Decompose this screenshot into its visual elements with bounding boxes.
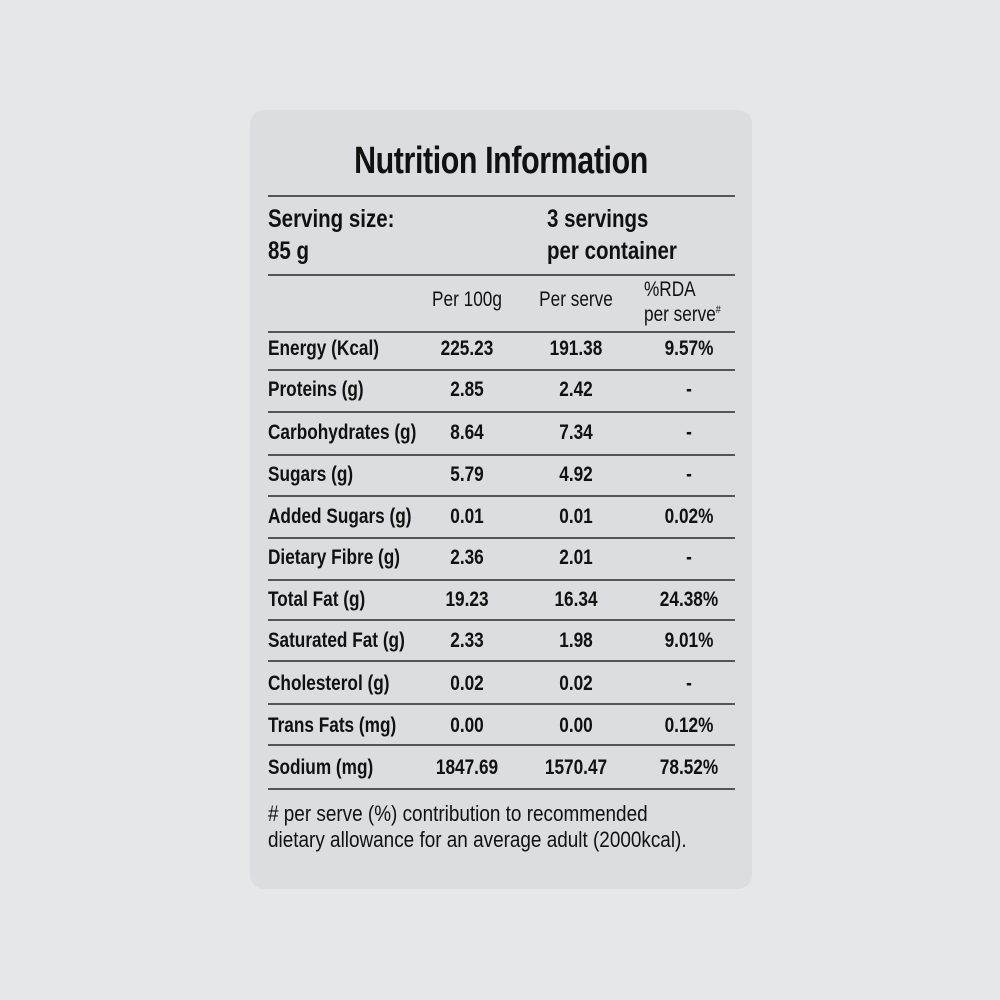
nutrient-name: Sugars (g) <box>268 463 354 486</box>
nutrient-name: Total Fat (g) <box>268 588 366 611</box>
nutrition-label <box>250 110 752 889</box>
value-rda: 78.52% <box>659 756 719 779</box>
divider <box>268 411 735 413</box>
nutrient-name: Proteins (g) <box>268 378 364 401</box>
value-per-100g: 1847.69 <box>435 756 499 779</box>
value-per-serve: 1570.47 <box>544 756 608 779</box>
label-title: Nutrition Information <box>354 140 648 182</box>
servings-per-container-line1: 3 servings <box>547 205 649 233</box>
divider <box>268 744 735 746</box>
value-per-serve: 0.02 <box>559 672 593 695</box>
value-per-serve: 7.34 <box>559 421 593 444</box>
servings-per-container-line2: per container <box>547 237 677 265</box>
value-per-serve: 0.00 <box>559 714 593 737</box>
footnote-line2: dietary allowance for an average adult (2000kcal). <box>268 827 687 852</box>
column-header-per-100g: Per 100g <box>432 288 502 311</box>
nutrient-name: Cholesterol (g) <box>268 672 390 695</box>
value-per-100g: 225.23 <box>440 337 494 360</box>
divider <box>268 331 735 333</box>
value-per-100g: 2.33 <box>450 629 484 652</box>
value-per-100g: 2.85 <box>450 378 484 401</box>
nutrient-name: Saturated Fat (g) <box>268 629 405 652</box>
value-per-100g: 19.23 <box>445 588 489 611</box>
value-rda: 0.12% <box>664 714 714 737</box>
divider <box>268 660 735 662</box>
value-per-serve: 0.01 <box>559 505 593 528</box>
divider <box>268 703 735 705</box>
value-per-serve: 191.38 <box>549 337 603 360</box>
rda-line2: per serve <box>644 303 716 326</box>
column-header-rda <box>644 280 721 325</box>
value-per-serve: 16.34 <box>554 588 598 611</box>
value-rda: - <box>686 672 692 695</box>
serving-size-value: 85 g <box>268 237 310 265</box>
value-per-100g: 5.79 <box>450 463 484 486</box>
rda-line1: %RDA <box>644 278 696 301</box>
divider <box>268 579 735 581</box>
divider <box>268 195 735 197</box>
serving-size-label: Serving size: <box>268 205 395 233</box>
divider <box>268 274 735 276</box>
value-per-serve: 2.01 <box>559 546 593 569</box>
value-rda: 0.02% <box>664 505 714 528</box>
nutrient-name: Carbohydrates (g) <box>268 421 417 444</box>
value-rda: - <box>686 378 692 401</box>
value-per-100g: 0.01 <box>450 505 484 528</box>
value-per-100g: 0.00 <box>450 714 484 737</box>
divider <box>268 537 735 539</box>
nutrient-name: Energy (Kcal) <box>268 337 380 360</box>
value-per-100g: 0.02 <box>450 672 484 695</box>
value-rda: 9.57% <box>664 337 714 360</box>
value-per-100g: 8.64 <box>450 421 484 444</box>
value-per-100g: 2.36 <box>450 546 484 569</box>
nutrient-name: Sodium (mg) <box>268 756 374 779</box>
value-rda: 24.38% <box>659 588 719 611</box>
value-rda: 9.01% <box>664 629 714 652</box>
value-rda: - <box>686 463 692 486</box>
value-per-serve: 4.92 <box>559 463 593 486</box>
footnote-line1: # per serve (%) contribution to recommended <box>268 801 648 826</box>
divider <box>268 788 735 790</box>
nutrient-name: Added Sugars (g) <box>268 505 412 528</box>
rda-footnote-mark: # <box>715 304 721 316</box>
value-per-serve: 2.42 <box>559 378 593 401</box>
nutrient-name: Dietary Fibre (g) <box>268 546 401 569</box>
value-rda: - <box>686 421 692 444</box>
divider <box>268 619 735 621</box>
value-rda: - <box>686 546 692 569</box>
divider <box>268 369 735 371</box>
divider <box>268 495 735 497</box>
nutrient-name: Trans Fats (mg) <box>268 714 397 737</box>
divider <box>268 454 735 456</box>
value-per-serve: 1.98 <box>559 629 593 652</box>
column-header-per-serve: Per serve <box>539 288 613 311</box>
